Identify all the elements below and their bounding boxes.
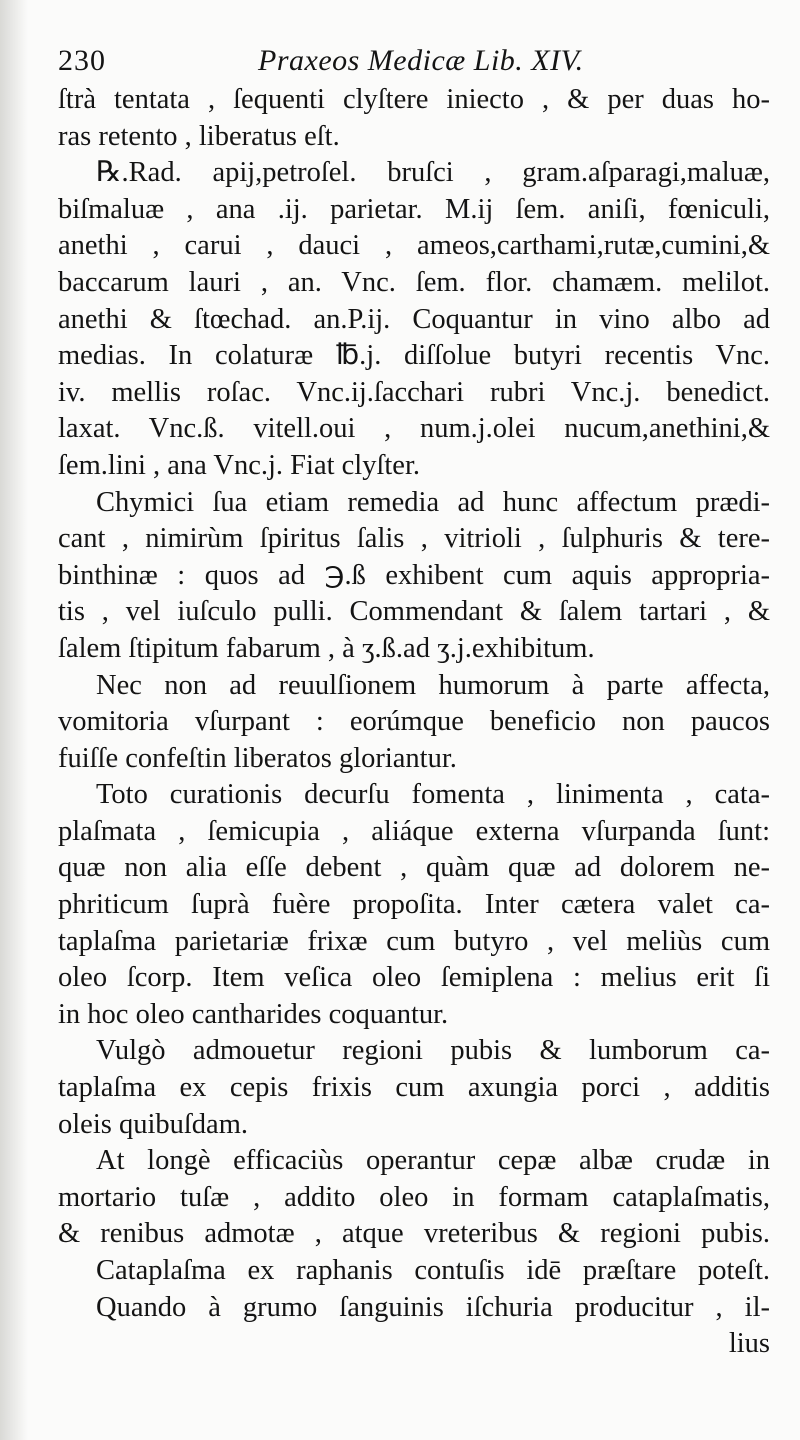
text-line: plaſmata , ſemicupia , aliáque externa vſurpanda ſunt: — [58, 815, 770, 847]
text-line: oleis quibuſdam. — [58, 1108, 248, 1140]
text-line: medias. In colaturæ ℔.j. diſſolue butyri recentis Vnc. — [58, 340, 770, 372]
text-line: iv. mellis roſac. Vnc.ij.ſacchari rubri Vnc.j. benedict. — [58, 376, 770, 408]
text-line: Cataplaſma ex raphanis contuſis idē præſtare poteſt. — [96, 1255, 770, 1286]
text-line: quæ non alia eſſe debent , quàm quæ ad dolorem ne- — [58, 852, 770, 884]
page-number: 230 — [58, 44, 106, 77]
text-line: Chymici ſua etiam remedia ad hunc affectum prædi- — [96, 486, 770, 518]
text-line: Vulgò admouetur regioni pubis & lumborum ca- — [96, 1035, 770, 1067]
text-line: mortario tuſæ , addito oleo in formam cataplaſmatis, — [58, 1181, 770, 1213]
text-line: Nec non ad reuulſionem humorum à parte affecta, — [96, 669, 770, 701]
text-line: taplaſma parietariæ frixæ cum butyro , vel meliùs cum — [58, 925, 770, 957]
text-line: baccarum lauri , an. Vnc. ſem. flor. chamæm. melilot. — [58, 266, 770, 298]
text-line: ℞.Rad. apij,petroſel. bruſci , gram.aſparagi,maluæ, — [96, 157, 770, 189]
text-line: ras retento , liberatus eſt. — [58, 120, 340, 152]
text-line: fuiſſe confeſtin liberatos gloriantur. — [58, 742, 457, 774]
text-line: biſmaluæ , ana .ij. parietar. M.ij ſem. aniſi, fœniculi, — [58, 193, 770, 225]
text-line: taplaſma ex cepis frixis cum axungia porci , additis — [58, 1072, 770, 1104]
text-line: Quando à grumo ſanguinis iſchuria producitur , il- — [96, 1291, 770, 1323]
text-line: ſalem ſtipitum fabarum , à ʒ.ß.ad ʒ.j.exhibitum. — [58, 632, 595, 664]
text-line: phriticum ſuprà fuère propoſita. Inter cætera valet ca- — [58, 889, 770, 921]
text-line: & renibus admotæ , atque vreteribus & regioni pubis. — [58, 1218, 770, 1250]
body-text — [58, 82, 770, 1363]
text-line: At longè efficaciùs operantur cepæ albæ crudæ in — [96, 1145, 770, 1177]
running-title: Praxeos Medicæ Lib. XIV. — [258, 44, 584, 77]
text-line: ſem.lini , ana Vnc.j. Fiat clyſter. — [58, 449, 420, 481]
text-line: vomitoria vſurpant : eorúmque beneficio non paucos — [58, 706, 770, 738]
text-line: ſtrà tentata , ſequenti clyſtere iniecto , & per duas ho- — [58, 84, 770, 115]
text-line: laxat. Vnc.ß. vitell.oui , num.j.olei nucum,anethini,& — [58, 413, 770, 445]
text-line: binthinæ : quos ad ℈.ß exhibent cum aquis appropria- — [58, 559, 770, 591]
text-line: tis , vel iuſculo pulli. Commendant & ſalem tartari , & — [58, 596, 770, 628]
text-line: anethi & ſtœchad. an.P.ij. Coquantur in vino albo ad — [58, 303, 770, 335]
text-line: anethi , carui , dauci , ameos,carthami,rutæ,cumini,& — [58, 230, 770, 262]
page-header — [58, 40, 748, 84]
text-line: cant , nimirùm ſpiritus ſalis , vitrioli , ſulphuris & tere- — [58, 523, 770, 555]
catchword: lius — [728, 1328, 770, 1360]
text-line: in hoc oleo cantharides coquantur. — [58, 998, 449, 1030]
text-line: Toto curationis decurſu fomenta , linimenta , cata- — [96, 779, 770, 811]
text-line: oleo ſcorp. Item veſica oleo ſemiplena : melius erit ſi — [58, 962, 770, 994]
